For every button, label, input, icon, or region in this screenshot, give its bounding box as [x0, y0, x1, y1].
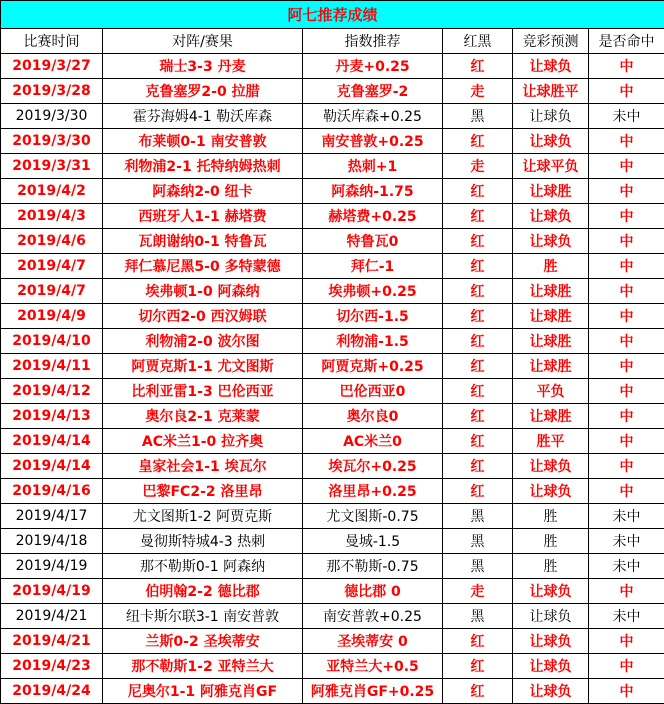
cell-forecast: 让球负	[513, 129, 589, 154]
cell-match: 皇家社会1-1 埃瓦尔	[103, 454, 303, 479]
cell-hit: 中	[589, 454, 664, 479]
cell-forecast: 让球负	[513, 579, 589, 604]
cell-forecast: 让球胜平	[513, 79, 589, 104]
cell-hit: 中	[589, 654, 664, 679]
cell-date: 2019/4/17	[1, 504, 103, 529]
cell-date: 2019/3/30	[1, 104, 103, 129]
cell-date: 2019/3/30	[1, 129, 103, 154]
cell-hit: 中	[589, 79, 664, 104]
cell-pick: AC米兰0	[303, 429, 443, 454]
cell-hit: 未中	[589, 529, 664, 554]
table-row	[1, 579, 664, 604]
cell-pick: 阿雅克肖GF+0.25	[303, 679, 443, 704]
cell-pick: 特鲁瓦0	[303, 229, 443, 254]
cell-match: 尤文图斯1-2 阿贾克斯	[103, 504, 303, 529]
table-row	[1, 479, 664, 504]
cell-forecast: 让球胜	[513, 329, 589, 354]
header-date: 比赛时间	[1, 29, 103, 54]
cell-match: 纽卡斯尔联3-1 南安普敦	[103, 604, 303, 629]
table-row	[1, 254, 664, 279]
cell-pick: 那不勒斯-0.75	[303, 554, 443, 579]
cell-hit: 中	[589, 304, 664, 329]
cell-hit: 中	[589, 329, 664, 354]
cell-forecast: 胜平	[513, 429, 589, 454]
cell-pick: 巴伦西亚0	[303, 379, 443, 404]
cell-pick: 勒沃库森+0.25	[303, 104, 443, 129]
cell-date: 2019/3/31	[1, 154, 103, 179]
cell-hit: 中	[589, 254, 664, 279]
cell-result: 红	[443, 454, 513, 479]
cell-match: 利物浦2-1 托特纳姆热刺	[103, 154, 303, 179]
cell-match: 尼奥尔1-1 阿雅克肖GF	[103, 679, 303, 704]
table-row	[1, 679, 664, 704]
cell-pick: 南安普敦+0.25	[303, 604, 443, 629]
cell-forecast: 让球负	[513, 604, 589, 629]
table-row	[1, 304, 664, 329]
cell-pick: 赫塔费+0.25	[303, 204, 443, 229]
cell-result: 黑	[443, 504, 513, 529]
cell-forecast: 让球平负	[513, 154, 589, 179]
table-row	[1, 529, 664, 554]
cell-pick: 亚特兰大+0.5	[303, 654, 443, 679]
cell-result: 走	[443, 579, 513, 604]
cell-pick: 拜仁-1	[303, 254, 443, 279]
cell-date: 2019/4/19	[1, 579, 103, 604]
cell-result: 红	[443, 654, 513, 679]
cell-pick: 洛里昂+0.25	[303, 479, 443, 504]
cell-date: 2019/4/9	[1, 304, 103, 329]
cell-result: 红	[443, 254, 513, 279]
cell-hit: 中	[589, 154, 664, 179]
cell-match: 巴黎FC2-2 洛里昂	[103, 479, 303, 504]
header-match: 对阵/赛果	[103, 29, 303, 54]
table-row	[1, 554, 664, 579]
table-row	[1, 229, 664, 254]
title-row	[1, 1, 664, 29]
cell-date: 2019/4/21	[1, 604, 103, 629]
cell-date: 2019/4/7	[1, 279, 103, 304]
table-row	[1, 429, 664, 454]
cell-pick: 南安普敦+0.25	[303, 129, 443, 154]
cell-match: 阿贾克斯1-1 尤文图斯	[103, 354, 303, 379]
cell-forecast: 胜	[513, 254, 589, 279]
cell-hit: 中	[589, 629, 664, 654]
cell-forecast: 让球负	[513, 54, 589, 79]
table-row	[1, 204, 664, 229]
cell-match: 那不勒斯1-2 亚特兰大	[103, 654, 303, 679]
cell-forecast: 让球胜	[513, 279, 589, 304]
cell-forecast: 让球胜	[513, 404, 589, 429]
cell-hit: 中	[589, 429, 664, 454]
cell-forecast: 胜	[513, 504, 589, 529]
table-row	[1, 79, 664, 104]
cell-pick: 奥尔良0	[303, 404, 443, 429]
cell-pick: 圣埃蒂安 0	[303, 629, 443, 654]
cell-pick: 曼城-1.5	[303, 529, 443, 554]
table-row	[1, 329, 664, 354]
cell-date: 2019/4/23	[1, 654, 103, 679]
cell-hit: 中	[589, 354, 664, 379]
cell-forecast: 让球负	[513, 679, 589, 704]
cell-match: 曼彻斯特城4-3 热刺	[103, 529, 303, 554]
cell-result: 走	[443, 154, 513, 179]
table-row	[1, 504, 664, 529]
cell-hit: 中	[589, 279, 664, 304]
cell-result: 黑	[443, 104, 513, 129]
cell-forecast: 让球负	[513, 454, 589, 479]
cell-date: 2019/4/3	[1, 204, 103, 229]
cell-date: 2019/4/6	[1, 229, 103, 254]
cell-date: 2019/4/24	[1, 679, 103, 704]
cell-result: 红	[443, 54, 513, 79]
cell-match: 那不勒斯0-1 阿森纳	[103, 554, 303, 579]
cell-match: 伯明翰2-2 德比郡	[103, 579, 303, 604]
cell-match: 阿森纳2-0 纽卡	[103, 179, 303, 204]
cell-forecast: 胜	[513, 554, 589, 579]
header-row	[1, 29, 664, 54]
table-row	[1, 604, 664, 629]
cell-forecast: 让球胜	[513, 304, 589, 329]
cell-date: 2019/4/10	[1, 329, 103, 354]
cell-hit: 未中	[589, 104, 664, 129]
header-result: 红黑	[443, 29, 513, 54]
cell-forecast: 让球负	[513, 629, 589, 654]
table-row	[1, 104, 664, 129]
table-row	[1, 54, 664, 79]
cell-match: 兰斯0-2 圣埃蒂安	[103, 629, 303, 654]
cell-date: 2019/4/2	[1, 179, 103, 204]
cell-pick: 埃瓦尔+0.25	[303, 454, 443, 479]
cell-result: 红	[443, 229, 513, 254]
cell-forecast: 让球负	[513, 654, 589, 679]
cell-forecast: 让球负	[513, 104, 589, 129]
cell-pick: 切尔西-1.5	[303, 304, 443, 329]
cell-hit: 中	[589, 129, 664, 154]
cell-hit: 未中	[589, 604, 664, 629]
cell-result: 红	[443, 404, 513, 429]
cell-date: 2019/4/21	[1, 629, 103, 654]
header-pick: 指数推荐	[303, 29, 443, 54]
cell-hit: 中	[589, 579, 664, 604]
table-row	[1, 179, 664, 204]
table-row	[1, 129, 664, 154]
cell-pick: 克鲁塞罗-2	[303, 79, 443, 104]
cell-date: 2019/4/12	[1, 379, 103, 404]
cell-date: 2019/4/13	[1, 404, 103, 429]
cell-match: 奥尔良2-1 克莱蒙	[103, 404, 303, 429]
cell-result: 红	[443, 129, 513, 154]
cell-forecast: 让球负	[513, 229, 589, 254]
cell-date: 2019/4/16	[1, 479, 103, 504]
cell-match: AC米兰1-0 拉齐奥	[103, 429, 303, 454]
cell-pick: 德比郡 0	[303, 579, 443, 604]
cell-result: 红	[443, 304, 513, 329]
cell-match: 布莱顿0-1 南安普敦	[103, 129, 303, 154]
cell-match: 瑞士3-3 丹麦	[103, 54, 303, 79]
cell-date: 2019/4/18	[1, 529, 103, 554]
cell-pick: 热刺+1	[303, 154, 443, 179]
cell-hit: 中	[589, 404, 664, 429]
cell-result: 红	[443, 629, 513, 654]
cell-date: 2019/4/14	[1, 454, 103, 479]
cell-match: 拜仁慕尼黑5-0 多特蒙德	[103, 254, 303, 279]
cell-date: 2019/3/27	[1, 54, 103, 79]
cell-date: 2019/3/28	[1, 79, 103, 104]
cell-result: 黑	[443, 604, 513, 629]
table-row	[1, 379, 664, 404]
header-forecast: 竞彩预测	[513, 29, 589, 54]
cell-pick: 阿森纳-1.75	[303, 179, 443, 204]
cell-result: 红	[443, 479, 513, 504]
cell-hit: 中	[589, 54, 664, 79]
cell-pick: 利物浦-1.5	[303, 329, 443, 354]
cell-match: 埃弗顿1-0 阿森纳	[103, 279, 303, 304]
cell-hit: 未中	[589, 504, 664, 529]
cell-forecast: 让球负	[513, 204, 589, 229]
cell-result: 红	[443, 329, 513, 354]
cell-result: 红	[443, 204, 513, 229]
cell-result: 红	[443, 379, 513, 404]
cell-date: 2019/4/14	[1, 429, 103, 454]
cell-hit: 中	[589, 379, 664, 404]
table-title: 阿七推荐成绩	[1, 1, 664, 29]
cell-forecast: 让球负	[513, 479, 589, 504]
cell-match: 切尔西2-0 西汉姆联	[103, 304, 303, 329]
cell-result: 红	[443, 179, 513, 204]
cell-result: 红	[443, 429, 513, 454]
cell-result: 黑	[443, 529, 513, 554]
cell-hit: 未中	[589, 554, 664, 579]
cell-result: 红	[443, 279, 513, 304]
cell-pick: 埃弗顿+0.25	[303, 279, 443, 304]
cell-date: 2019/4/19	[1, 554, 103, 579]
cell-result: 黑	[443, 554, 513, 579]
cell-hit: 中	[589, 229, 664, 254]
cell-pick: 丹麦+0.25	[303, 54, 443, 79]
table-body	[1, 54, 664, 704]
cell-forecast: 让球胜	[513, 179, 589, 204]
cell-hit: 中	[589, 679, 664, 704]
cell-match: 霍芬海姆4-1 勒沃库森	[103, 104, 303, 129]
cell-result: 红	[443, 354, 513, 379]
cell-result: 红	[443, 679, 513, 704]
cell-pick: 阿贾克斯+0.25	[303, 354, 443, 379]
table-row	[1, 354, 664, 379]
cell-hit: 中	[589, 179, 664, 204]
table-row	[1, 454, 664, 479]
cell-hit: 中	[589, 204, 664, 229]
cell-hit: 中	[589, 479, 664, 504]
cell-result: 走	[443, 79, 513, 104]
cell-pick: 尤文图斯-0.75	[303, 504, 443, 529]
cell-match: 比利亚雷1-3 巴伦西亚	[103, 379, 303, 404]
header-hit: 是否命中	[589, 29, 664, 54]
cell-forecast: 平负	[513, 379, 589, 404]
cell-match: 西班牙人1-1 赫塔费	[103, 204, 303, 229]
table-row	[1, 279, 664, 304]
cell-date: 2019/4/11	[1, 354, 103, 379]
table-row	[1, 654, 664, 679]
cell-match: 克鲁塞罗2-0 拉腊	[103, 79, 303, 104]
cell-date: 2019/4/7	[1, 254, 103, 279]
table-row	[1, 629, 664, 654]
cell-forecast: 让球胜	[513, 354, 589, 379]
table-row	[1, 154, 664, 179]
cell-match: 瓦朗谢纳0-1 特鲁瓦	[103, 229, 303, 254]
table-row	[1, 404, 664, 429]
cell-forecast: 胜	[513, 529, 589, 554]
cell-match: 利物浦2-0 波尔图	[103, 329, 303, 354]
